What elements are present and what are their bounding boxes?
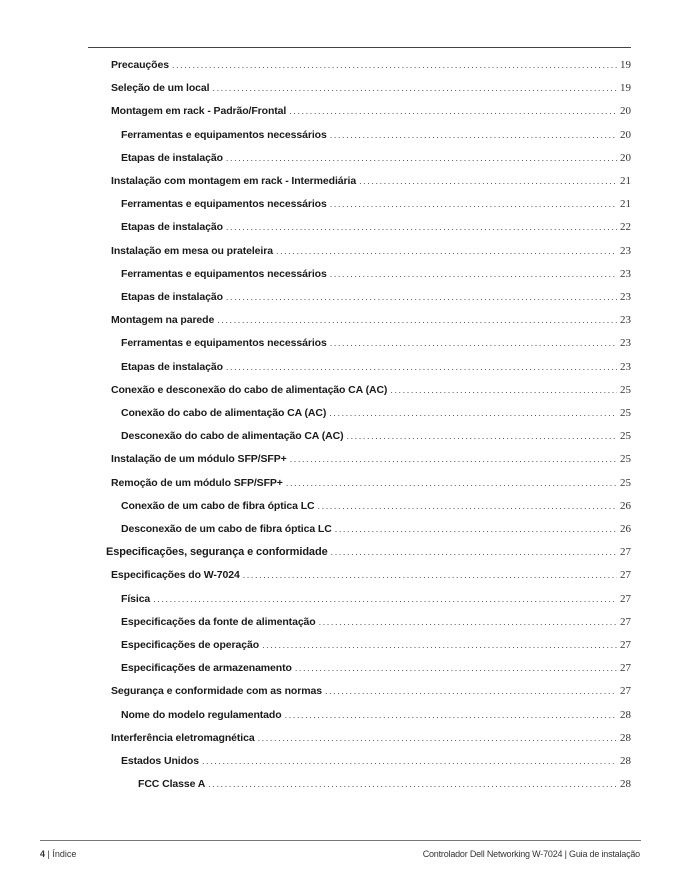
toc-entry-page: 26 <box>620 499 631 512</box>
toc-leader-dots <box>359 174 617 188</box>
toc-entry-label: Especificações da fonte de alimentação <box>121 615 316 628</box>
toc-entry[interactable] <box>121 220 631 234</box>
toc-entry-label: Montagem em rack - Padrão/Frontal <box>111 105 287 118</box>
toc-entry[interactable] <box>121 661 631 675</box>
toc-entry-label: Especificações de operação <box>121 639 260 651</box>
toc-leader-dots <box>319 615 617 629</box>
toc-entry[interactable] <box>111 58 631 72</box>
toc-leader-dots <box>226 220 617 234</box>
toc-entry-label: Conexão do cabo de alimentação CA (AC) <box>121 407 327 419</box>
toc-leader-dots <box>262 638 617 652</box>
toc-entry-label: Montagem na parede <box>111 314 215 327</box>
toc-entry-label: Nome do modelo regulamentado <box>121 708 282 721</box>
toc-entry-page: 25 <box>620 430 631 443</box>
toc-entry-label: Instalação de um módulo SFP/SFP+ <box>111 453 287 466</box>
toc-entry[interactable] <box>121 708 631 722</box>
toc-entry-label: Ferramentas e equipamentos necessários <box>121 198 327 211</box>
toc-leader-dots <box>202 754 617 768</box>
toc-entry-page: 27 <box>620 569 631 582</box>
toc-entry-label: Instalação com montagem em rack - Intermediária <box>111 175 357 187</box>
toc-entry[interactable] <box>121 360 631 374</box>
toc-leader-dots <box>208 777 617 791</box>
toc-leader-dots <box>172 58 617 72</box>
toc-entry[interactable] <box>111 452 631 466</box>
toc-leader-dots <box>276 244 617 258</box>
toc-entry-label: Desconexão de um cabo de fibra óptica LC <box>121 523 332 535</box>
toc-entry[interactable] <box>121 522 631 536</box>
toc-entry[interactable] <box>111 684 631 698</box>
toc-leader-dots <box>325 684 617 698</box>
toc-leader-dots <box>330 336 617 350</box>
toc-entry[interactable] <box>111 244 631 258</box>
toc-entry-label: Física <box>121 592 151 605</box>
toc-entry[interactable] <box>121 128 631 142</box>
toc-entry-page: 21 <box>620 175 631 187</box>
toc-entry-page: 20 <box>620 105 631 118</box>
toc-leader-dots <box>285 708 617 722</box>
toc-entry-label: Interferência eletromagnética <box>111 731 255 744</box>
toc-entry-page: 25 <box>620 453 631 466</box>
toc-entry-label: Etapas de instalação <box>121 221 223 234</box>
toc-entry[interactable] <box>121 429 631 443</box>
toc-entry[interactable] <box>121 754 631 768</box>
toc-leader-dots <box>286 476 617 490</box>
toc-leader-dots <box>330 267 617 281</box>
toc-entry-label: Seleção de um local <box>111 82 210 95</box>
toc-leader-dots <box>346 429 617 443</box>
toc-entry-label: Etapas de instalação <box>121 360 223 373</box>
toc-leader-dots <box>217 313 617 327</box>
toc-entry[interactable] <box>121 499 631 513</box>
toc-entry-page: 19 <box>620 59 631 71</box>
toc-entry-label: Remoção de um módulo SFP/SFP+ <box>111 476 283 489</box>
toc-entry[interactable] <box>121 290 631 304</box>
toc-entry[interactable] <box>121 267 631 281</box>
toc-entry[interactable] <box>111 731 631 745</box>
toc-entry-page: 21 <box>620 198 631 211</box>
toc-entry-page: 20 <box>620 128 631 141</box>
toc-leader-dots <box>226 290 617 304</box>
toc-entry-label: Conexão e desconexão do cabo de alimentação CA (AC) <box>111 383 388 396</box>
toc-entry[interactable] <box>121 197 631 211</box>
toc-leader-dots <box>331 545 617 559</box>
toc-entry-page: 23 <box>620 291 631 303</box>
toc-entry-page: 28 <box>620 731 631 744</box>
toc-entry-page: 28 <box>620 755 631 767</box>
toc-leader-dots <box>295 661 617 675</box>
toc-entry[interactable] <box>121 336 631 350</box>
toc-entry-page: 25 <box>620 407 631 419</box>
toc-entry-label: Estados Unidos <box>121 755 199 767</box>
toc-leader-dots <box>330 197 617 211</box>
toc-entry-label: Segurança e conformidade com as normas <box>111 685 322 698</box>
toc-entry[interactable] <box>111 104 631 118</box>
toc-entry-page: 27 <box>620 639 631 651</box>
toc-entry-label: Especificações do W-7024 <box>111 569 240 582</box>
footer-separator: | <box>47 849 50 859</box>
toc-leader-dots <box>290 452 617 466</box>
toc-entry-label: Precauções <box>111 59 169 71</box>
toc-leader-dots <box>318 499 618 513</box>
toc-entry-label: Especificações, segurança e conformidade <box>106 546 328 559</box>
toc-entry-page: 23 <box>620 267 631 280</box>
footer-rule <box>40 840 641 841</box>
toc-leader-dots <box>289 104 617 118</box>
footer-left <box>40 849 76 859</box>
toc-entry-page: 23 <box>620 337 631 350</box>
toc-entry-page: 23 <box>620 314 631 327</box>
toc-entry[interactable] <box>111 81 631 95</box>
toc-entry-label: Ferramentas e equipamentos necessários <box>121 337 327 350</box>
toc-entry-page: 27 <box>620 615 631 628</box>
toc-entry-page: 27 <box>620 685 631 698</box>
toc-entry[interactable] <box>111 174 631 188</box>
toc-entry-page: 27 <box>620 546 631 559</box>
toc-entry-label: Conexão de um cabo de fibra óptica LC <box>121 499 315 512</box>
toc-entry-label: Desconexão do cabo de alimentação CA (AC) <box>121 430 344 443</box>
toc-entry-page: 28 <box>620 778 631 791</box>
toc-entry-page: 27 <box>620 592 631 605</box>
toc-entry[interactable] <box>111 568 631 582</box>
top-rule <box>88 47 631 48</box>
toc-leader-dots <box>212 81 617 95</box>
toc-entry-page: 19 <box>620 82 631 95</box>
toc-entry[interactable] <box>121 151 631 165</box>
toc-entry-label: Etapas de instalação <box>121 291 223 303</box>
toc-entry-page: 23 <box>620 360 631 373</box>
toc-entry[interactable] <box>121 615 631 629</box>
toc-entry[interactable] <box>106 545 631 559</box>
toc-entry[interactable] <box>121 638 631 652</box>
footer-page-number: 4 <box>40 849 46 859</box>
toc-leader-dots <box>329 406 617 420</box>
toc-leader-dots <box>258 731 617 745</box>
toc-leader-dots <box>243 568 617 582</box>
toc-entry-label: Especificações de armazenamento <box>121 662 292 675</box>
toc-leader-dots <box>153 592 617 606</box>
toc-entry-label: Ferramentas e equipamentos necessários <box>121 128 327 141</box>
footer-doc-title: Controlador Dell Networking W-7024 | Guia de instalação <box>422 849 640 859</box>
toc-entry[interactable] <box>121 406 631 420</box>
toc-entry-page: 27 <box>620 662 631 675</box>
toc-entry[interactable] <box>138 777 631 791</box>
toc-entry[interactable] <box>111 476 631 490</box>
toc-entry-page: 25 <box>620 383 631 396</box>
toc-entry-page: 28 <box>620 708 631 721</box>
toc-entry-label: Instalação em mesa ou prateleira <box>111 244 273 257</box>
toc-entry-page: 26 <box>620 523 631 535</box>
toc-leader-dots <box>226 151 617 165</box>
toc-entry-label: Etapas de instalação <box>121 151 223 164</box>
toc-entry-page: 20 <box>620 151 631 164</box>
toc-entry-label: Ferramentas e equipamentos necessários <box>121 267 327 280</box>
toc-entry-page: 23 <box>620 244 631 257</box>
footer-section: Índice <box>52 849 77 859</box>
toc-entry-page: 22 <box>620 221 631 234</box>
toc-entry[interactable] <box>121 592 631 606</box>
toc-leader-dots <box>226 360 617 374</box>
toc-leader-dots <box>330 128 617 142</box>
toc-entry[interactable] <box>111 383 631 397</box>
toc-leader-dots <box>390 383 617 397</box>
toc-entry-page: 25 <box>620 476 631 489</box>
toc-leader-dots <box>335 522 617 536</box>
toc-entry[interactable] <box>111 313 631 327</box>
toc-entry-label: FCC Classe A <box>138 778 206 791</box>
